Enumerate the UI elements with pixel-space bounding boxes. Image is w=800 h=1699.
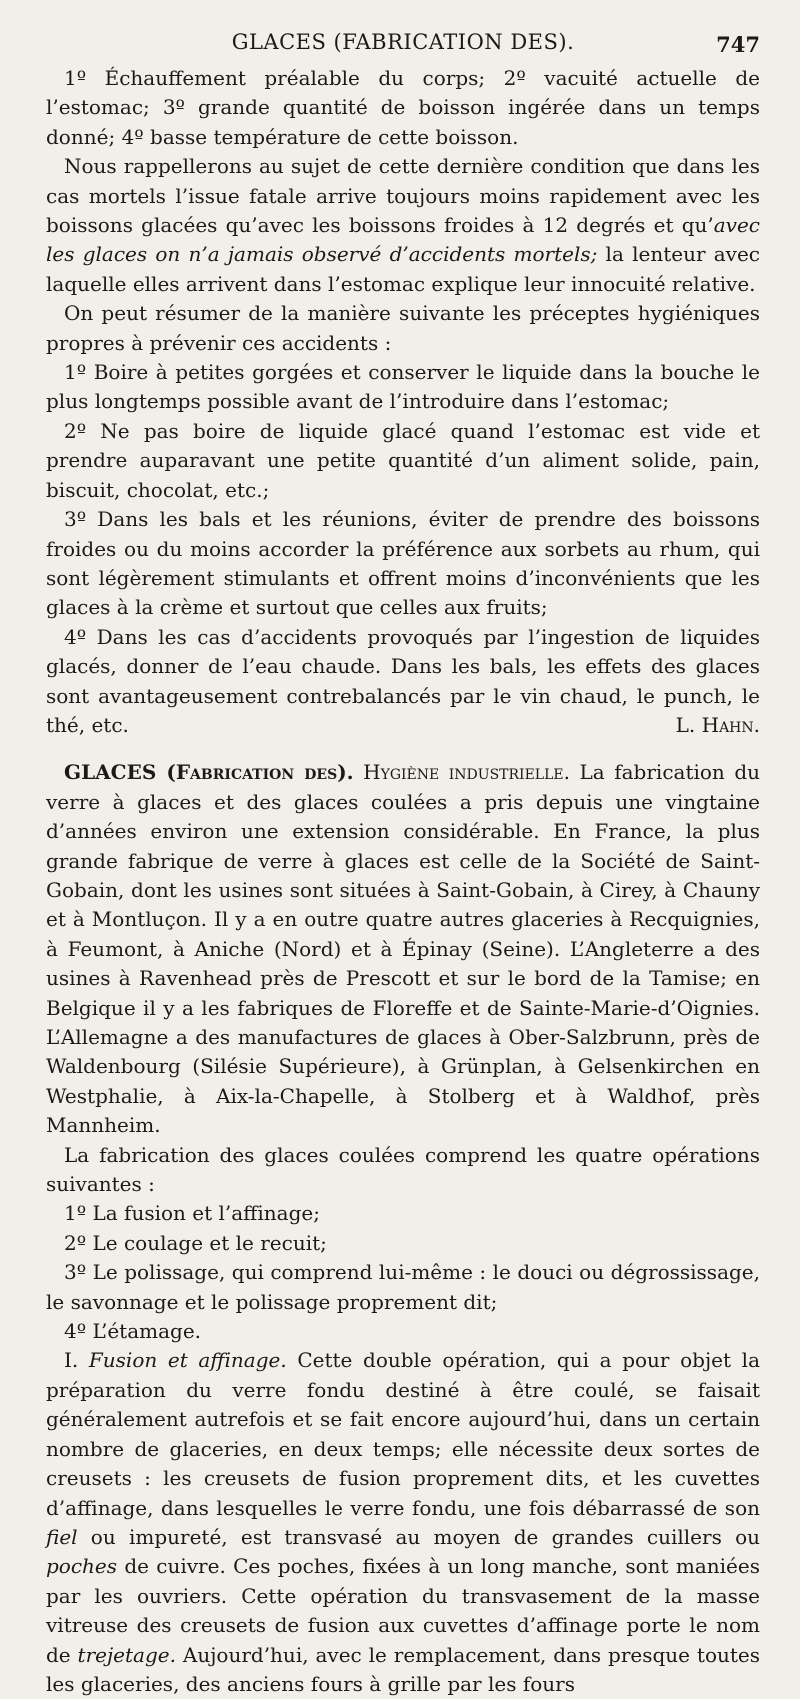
list-item: 4º L’étamage. — [64, 1319, 202, 1344]
list-item: 4º Dans les cas d’accidents provoqués par l’ingestion de liquides glacés, donner de l’eau chaude. Dans les bals, les effets des glaces sont avantageusement contrebalancés par le vin chaud, le punch, le thé, etc. L. Hahn. — [46, 623, 760, 741]
paragraph: Nous rappellerons au sujet de cette dernière condition que dans les cas mortels l’issue fatale arrive toujours moins rapidement avec les boissons glacées qu’avec les boissons froides à 12 degrés et qu’avec les glaces on n’a jamais observé d’accidents mortels; la lenteur avec laquelle elles arrivent dans l’estomac explique leur innocuité relative. — [46, 154, 760, 296]
list-item: 3º Le polissage, qui comprend lui-même : le douci ou dégrossissage, le savonnage et le polissage proprement dit; — [46, 1260, 760, 1314]
paragraph: On peut résumer de la manière suivante les préceptes hygiéniques propres à prévenir ces accidents : — [46, 301, 760, 355]
list-item: 1º La fusion et l’affinage; — [64, 1201, 320, 1226]
entry-section: Hygiène industrielle. — [363, 760, 570, 785]
paragraph: I. Fusion et affinage. Cette double opération, qui a pour objet la préparation du verre fondu destiné à être coulé, se faisait généralement autrefois et se fait encore aujourd’hui, dans un certain nombre de glaceries, en deux temps; elle nécessite deux sortes de creusets : les creusets de fusion proprement dits, et les cuvettes d’affinage, dans lesquelles le verre fondu, une fois débarrassé de son fiel ou impureté, est transvasé au moyen de grandes cuillers ou poches de cuivre. Ces poches, fixées à un long manche, sont maniées par les ouvriers. Cette opération du transvasement de la masse vitreuse des creusets de fusion aux cuvettes d’affinage porte le nom de trejetage. Aujourd’hui, avec le remplacement, dans presque toutes les glaceries, des anciens fours à grille par les fours — [46, 1348, 760, 1696]
page-title: GLACES (FABRICATION DES). — [231, 30, 575, 54]
author-signature: L. Hahn. — [675, 712, 760, 737]
entry-paragraph: GLACES (Fabrication des). Hygiène industrielle. La fabrication du verre à glaces et des glaces coulées a pris depuis une vingtaine d’années environ une extension considérable. En France, la plus grande fabrique de verre à glaces est celle de la Société de Saint-Gobain, dont les usines sont situées à Saint-Gobain, à Cirey, à Chauny et à Montluçon. Il y a en outre quatre autres glaceries à Recquignies, à Feumont, à Aniche (Nord) et à Épinay (Seine). L’Angleterre a des usines à Ravenhead près de Prescott et sur le bord de la Tamise; en Belgique il y a les fabriques de Floreffe et de Sainte-Marie-d’Oignies. L’Allemagne a des manufactures de glaces à Ober-Salzbrunn, près de Waldenbourg (Silésie Supérieure), à Grünplan, à Gelsenkirchen en Westphalie, à Aix-la-Chapelle, à Stolberg et à Waldhof, près Mannheim. — [46, 760, 761, 1138]
text-column — [46, 64, 760, 1699]
paragraph: La fabrication des glaces coulées comprend les quatre opérations suivantes : — [46, 1142, 760, 1197]
emphasis: avec les glaces on n’a jamais observé d’accidents mortels; — [46, 213, 760, 267]
list-item: 2º Le coulage et le recuit; — [64, 1230, 327, 1255]
page-number: 747 — [716, 32, 760, 57]
document-page — [46, 24, 761, 1696]
subsection-title: Fusion et affinage. — [88, 1348, 287, 1373]
list-item: 1º Boire à petites gorgées et conserver le liquide dans la bouche le plus longtemps possible avant de l’introduire dans l’estomac; — [46, 360, 760, 414]
emphasis: trejetage. — [77, 1642, 176, 1667]
paragraph: 1º Échauffement préalable du corps; 2º vacuité actuelle de l’estomac; 3º grande quantité de boisson ingérée dans un temps donné; 4º basse température de cette boisson. — [46, 66, 760, 149]
list-item: 2º Ne pas boire de liquide glacé quand l’estomac est vide et prendre auparavant une petite quantité d’un aliment solide, pain, biscuit, chocolat, etc.; — [46, 418, 760, 502]
list-item: 3º Dans les bals et les réunions, éviter de prendre des boissons froides ou du moins accorder la préférence aux sorbets au rhum, qui sont légèrement stimulants et offrent moins d’inconvénients que les glaces à la crème et surtout que celles aux fruits; — [46, 507, 760, 620]
emphasis: fiel — [46, 1524, 78, 1549]
running-head — [46, 24, 760, 64]
emphasis: poches — [46, 1554, 118, 1579]
section-gap — [46, 740, 760, 758]
entry-heading: GLACES (Fabrication des). — [64, 760, 354, 785]
